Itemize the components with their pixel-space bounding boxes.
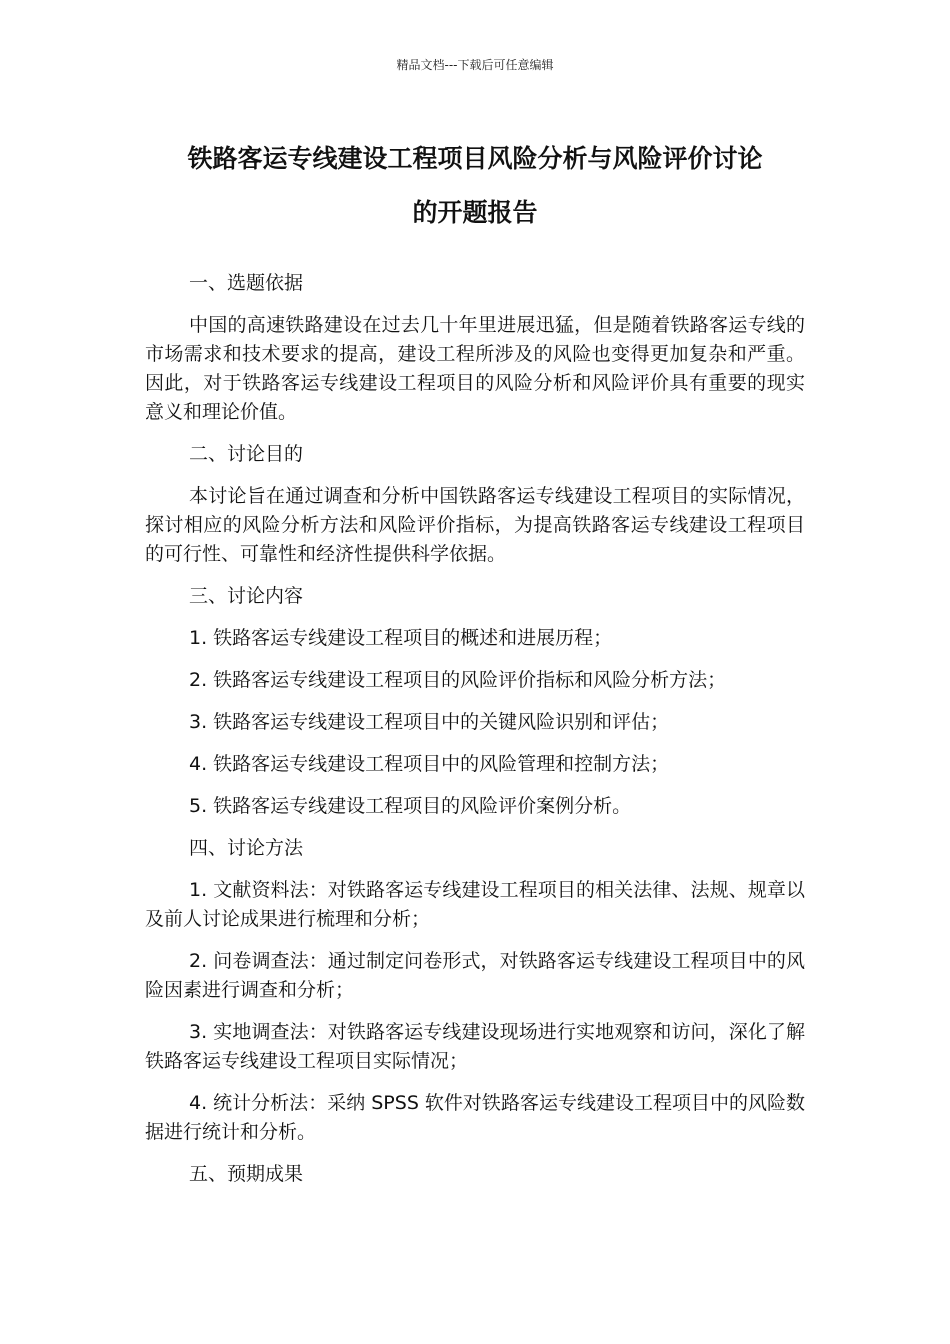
document-body [145, 269, 805, 1202]
title-line-1: 铁路客运专线建设工程项目风险分析与风险评价讨论 [187, 144, 763, 173]
content-item-4: 4. 铁路客运专线建设工程项目中的风险管理和控制方法； [189, 753, 670, 775]
method-item-1: 1. 文献资料法：对铁路客运专线建设工程项目的相关法律、法规、规章以及前人讨论成果进行梳理和分析； [145, 879, 805, 930]
paragraph-purpose: 本讨论旨在通过调查和分析中国铁路客运专线建设工程项目的实际情况，探讨相应的风险分析方法和风险评价指标，为提高铁路客运专线建设工程项目的可行性、可靠性和经济性提供科学依据。 [145, 485, 805, 565]
document-title [140, 132, 810, 240]
section-heading-outcomes: 五、预期成果 [189, 1163, 304, 1185]
content-item-5: 5. 铁路客运专线建设工程项目的风险评价案例分析。 [189, 795, 632, 817]
content-item-1: 1. 铁路客运专线建设工程项目的概述和进展历程； [189, 627, 613, 649]
section-heading-basis: 一、选题依据 [189, 272, 304, 294]
method-item-3: 3. 实地调查法：对铁路客运专线建设现场进行实地观察和访问，深化了解铁路客运专线建设工程项目实际情况； [145, 1021, 805, 1072]
paragraph-basis: 中国的高速铁路建设在过去几十年里进展迅猛，但是随着铁路客运专线的市场需求和技术要求的提高，建设工程所涉及的风险也变得更加复杂和严重。因此，对于铁路客运专线建设工程项目的风险分析和风险评价具有重要的现实意义和理论价值。 [145, 314, 805, 423]
section-heading-methods: 四、讨论方法 [189, 837, 304, 859]
content-item-3: 3. 铁路客运专线建设工程项目中的关键风险识别和评估； [189, 711, 670, 733]
section-heading-content: 三、讨论内容 [189, 585, 304, 607]
method-item-2: 2. 问卷调查法：通过制定问卷形式，对铁路客运专线建设工程项目中的风险因素进行调查和分析； [145, 950, 805, 1001]
content-item-2: 2. 铁路客运专线建设工程项目的风险评价指标和风险分析方法； [189, 669, 727, 691]
title-line-2: 的开题报告 [412, 198, 538, 227]
method-item-4: 4. 统计分析法：采纳 SPSS 软件对铁路客运专线建设工程项目中的风险数据进行统计和分析。 [145, 1092, 805, 1143]
section-heading-purpose: 二、讨论目的 [189, 443, 304, 465]
page-header: 精品文档---下载后可任意编辑 [396, 58, 554, 72]
